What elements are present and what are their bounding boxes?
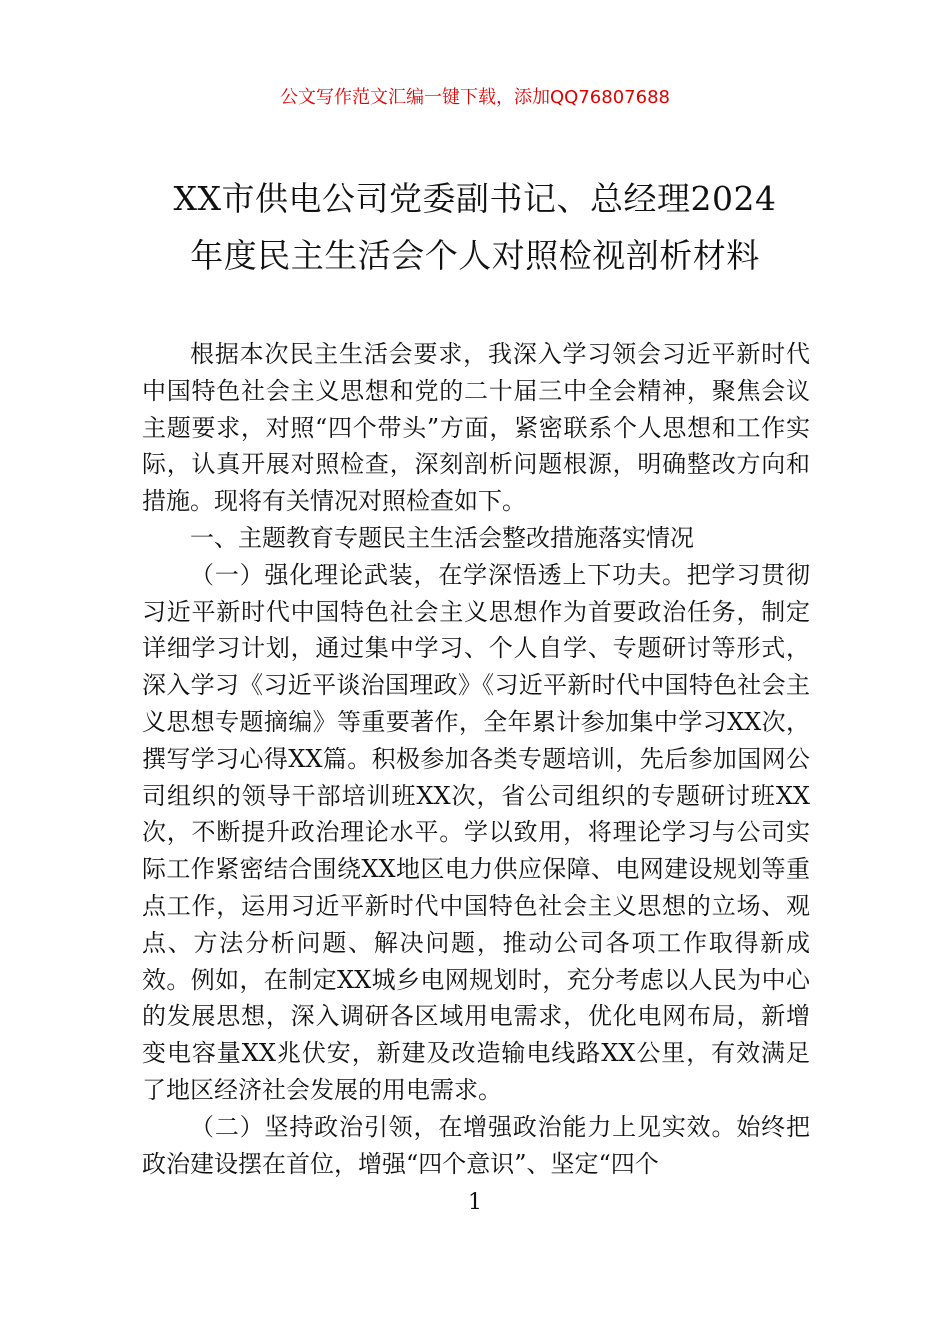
promo-banner: 公文写作范文汇编一键下载，添加QQ76807688 (280, 87, 670, 108)
section-heading-1: 一、主题教育专题民主生活会整改措施落实情况 (190, 523, 694, 552)
title-line-2: 年度民主生活会个人对照检视剖析材料 (190, 236, 760, 275)
page-number: 1 (468, 1190, 482, 1215)
title-line-1: XX市供电公司党委副书记、总经理2024 (173, 179, 777, 218)
paragraph-subsection-2: （二）坚持政治引领，在增强政治能力上见实效。始终把政治建设摆在首位，增强“四个意识”、坚定“四个 (142, 1112, 810, 1178)
paragraph-subsection-1: （一）强化理论武装，在学深悟透上下功夫。把学习贯彻习近平新时代中国特色社会主义思想作为首要政治任务，制定详细学习计划，通过集中学习、个人自学、专题研讨等形式，深入学习《习近平谈治国理政》《习近平新时代中国特色社会主义思想专题摘编》等重要著作，全年累计参加集中学习XX次，撰写学习心得XX篇。积极参加各类专题培训，先后参加国网公司组织的领导干部培训班XX次，省公司组织的专题研讨班XX次，不断提升政治理论水平。学以致用，将理论学习与公司实际工作紧密结合围绕XX地区电力供应保障、电网建设规划等重点工作，运用习近平新时代中国特色社会主义思想的立场、观点、方法分析问题、解决问题，推动公司各项工作取得新成效。例如，在制定XX城乡电网规划时，充分考虑以人民为中心的发展思想，深入调研各区域用电需求，优化电网布局，新增变电容量XX兆伏安，新建及改造输电线路XX公里，有效满足了地区经济社会发展的用电需求。 (142, 560, 810, 1104)
document-title (95, 170, 855, 284)
paragraph-intro: 根据本次民主生活会要求，我深入学习领会习近平新时代中国特色社会主义思想和党的二十届三中全会精神，聚焦会议主题要求，对照“四个带头”方面，紧密联系个人思想和工作实际，认真开展对照检查，深刻剖析问题根源，明确整改方向和措施。现将有关情况对照检查如下。 (142, 340, 810, 516)
document-body (142, 336, 810, 1182)
